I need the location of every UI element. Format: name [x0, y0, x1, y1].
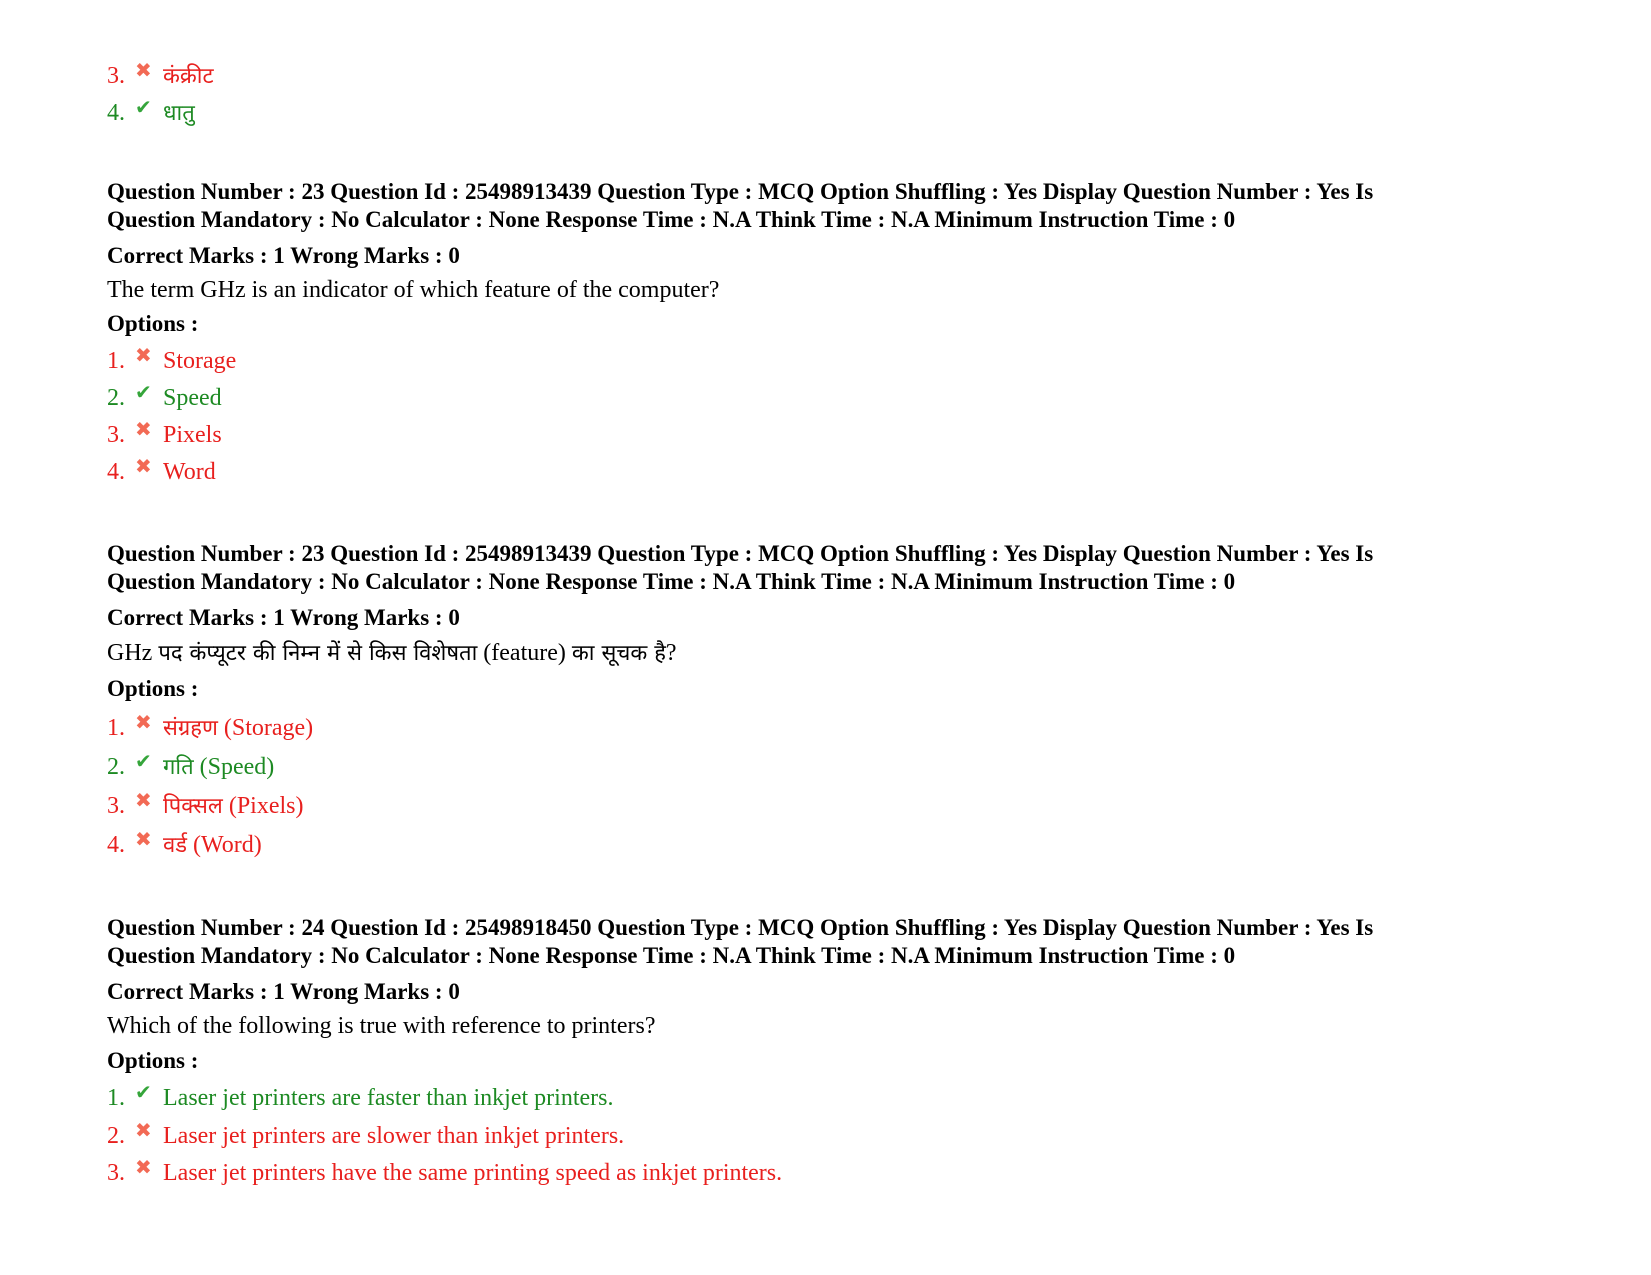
option-1	[107, 1080, 613, 1116]
check-icon: ✔	[135, 749, 152, 773]
option-text: Pixels	[163, 422, 222, 448]
option-number: 1.	[107, 715, 125, 741]
cross-icon: ✖	[135, 58, 152, 82]
option-3	[107, 1155, 782, 1191]
question-meta	[107, 914, 1527, 970]
option-text: Laser jet printers are faster than inkjet printers.	[163, 1085, 614, 1111]
question-marks: Correct Marks : 1 Wrong Marks : 0	[107, 605, 460, 630]
option-2	[107, 749, 274, 785]
option-text: Laser jet printers are slower than inkjet printers.	[163, 1123, 625, 1149]
cross-icon: ✖	[135, 343, 152, 367]
option-1	[107, 343, 236, 379]
cross-icon: ✖	[135, 827, 152, 851]
option-4	[107, 454, 216, 490]
option-number: 1.	[107, 348, 125, 374]
question-text-part: (feature)	[477, 640, 572, 666]
option-number: 4.	[107, 459, 125, 485]
option-text: Storage	[163, 348, 237, 374]
question-meta-line-1: Question Number : 23 Question Id : 25498913439 Question Type : MCQ Option Shuffling : Yes Display Question Number : Yes Is	[107, 541, 1374, 566]
option-text-hindi: गति	[163, 755, 194, 780]
question-text-part: ?	[665, 640, 677, 666]
options-label: Options :	[107, 311, 199, 336]
option-4	[107, 827, 262, 863]
option-number: 2.	[107, 385, 125, 411]
option-text-hindi: पिक्सल	[163, 794, 223, 819]
question-meta	[107, 540, 1527, 596]
question-text-part: का सूचक है	[571, 641, 666, 666]
cross-icon: ✖	[135, 788, 152, 812]
cross-icon: ✖	[135, 1155, 152, 1179]
check-icon: ✔	[135, 380, 152, 404]
question-text: The term GHz is an indicator of which feature of the computer?	[107, 277, 720, 303]
question-marks: Correct Marks : 1 Wrong Marks : 0	[107, 243, 460, 268]
option-number: 4.	[107, 100, 125, 126]
options-label: Options :	[107, 1048, 199, 1073]
option-text: धातु	[163, 101, 195, 126]
option-3	[107, 417, 222, 453]
question-text	[107, 637, 677, 670]
option-3	[107, 788, 304, 824]
option-text: Word	[163, 459, 216, 485]
option-text-hindi: वर्ड	[163, 833, 188, 858]
option-number: 3.	[107, 63, 125, 89]
option-2	[107, 380, 222, 416]
options-label: Options :	[107, 676, 199, 701]
cross-icon: ✖	[135, 710, 152, 734]
option-2	[107, 1118, 624, 1154]
cross-icon: ✖	[135, 417, 152, 441]
option-text-english: (Storage)	[217, 715, 314, 741]
option-number: 3.	[107, 422, 125, 448]
question-meta-line-2: Question Mandatory : No Calculator : None Response Time : N.A Think Time : N.A Minimum Instruction Time : 0	[107, 943, 1236, 968]
prev-option-4	[107, 95, 195, 131]
option-number: 2.	[107, 1123, 125, 1149]
option-number: 2.	[107, 754, 125, 780]
option-text-english: (Pixels)	[222, 793, 304, 819]
check-icon: ✔	[135, 1080, 152, 1104]
option-number: 4.	[107, 832, 125, 858]
option-text-english: (Speed)	[193, 754, 275, 780]
option-text-hindi: संग्रहण	[163, 716, 218, 741]
option-text-english: (Word)	[187, 832, 262, 858]
option-number: 3.	[107, 793, 125, 819]
question-meta-line-2: Question Mandatory : No Calculator : None Response Time : N.A Think Time : N.A Minimum Instruction Time : 0	[107, 207, 1236, 232]
cross-icon: ✖	[135, 1118, 152, 1142]
question-meta-line-1: Question Number : 23 Question Id : 25498913439 Question Type : MCQ Option Shuffling : Yes Display Question Number : Yes Is	[107, 179, 1374, 204]
option-1	[107, 710, 313, 746]
question-meta	[107, 178, 1527, 234]
check-icon: ✔	[135, 95, 152, 119]
cross-icon: ✖	[135, 454, 152, 478]
option-number: 3.	[107, 1160, 125, 1186]
question-meta-line-2: Question Mandatory : No Calculator : None Response Time : N.A Think Time : N.A Minimum Instruction Time : 0	[107, 569, 1236, 594]
option-text: कंक्रीट	[163, 64, 214, 89]
question-text-part: GHz	[107, 640, 159, 666]
question-meta-line-1: Question Number : 24 Question Id : 25498918450 Question Type : MCQ Option Shuffling : Yes Display Question Number : Yes Is	[107, 915, 1374, 940]
question-text-part: पद कंप्यूटर की निम्न में से किस विशेषता	[158, 641, 478, 666]
question-marks: Correct Marks : 1 Wrong Marks : 0	[107, 979, 460, 1004]
option-text: Laser jet printers have the same printing speed as inkjet printers.	[163, 1160, 783, 1186]
option-number: 1.	[107, 1085, 125, 1111]
option-text: Speed	[163, 385, 222, 411]
question-text: Which of the following is true with reference to printers?	[107, 1013, 656, 1039]
